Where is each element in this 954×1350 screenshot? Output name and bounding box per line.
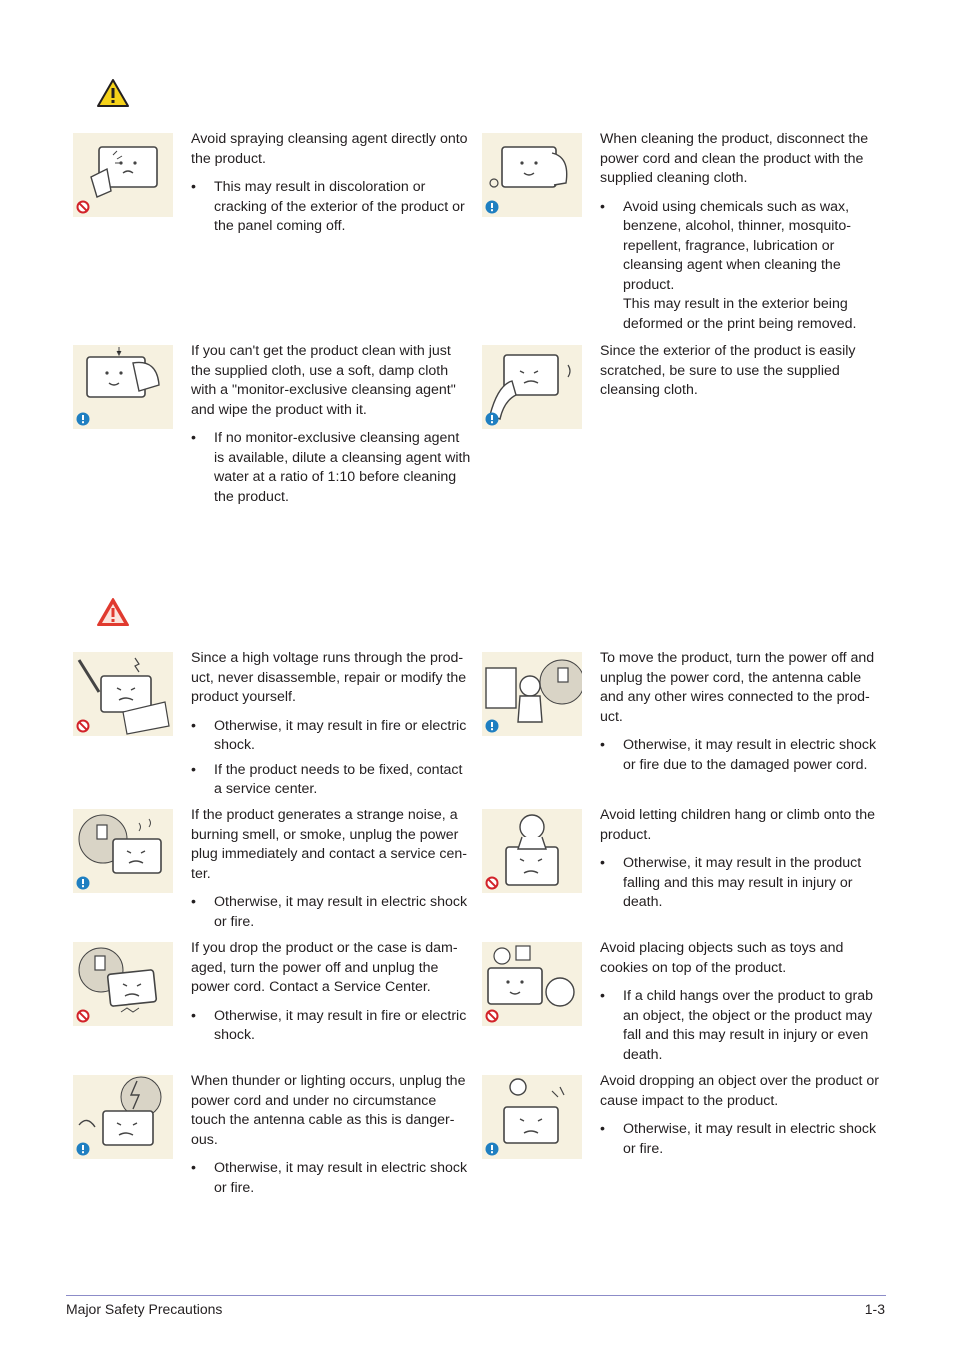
footer-rule bbox=[66, 1295, 886, 1296]
item-lead: If you can't get the product clean with just the supplied cloth, use a soft, damp cloth with a "monitor-exclusive cleansing agent" and wipe the product with it. bbox=[191, 343, 456, 418]
item-bullet: • Otherwise, it may result in the product falling and this may result in injury or death. bbox=[600, 854, 882, 913]
mandatory-icon bbox=[485, 1142, 499, 1156]
mandatory-icon bbox=[485, 412, 499, 426]
illustration bbox=[73, 345, 173, 429]
item-lead: When thunder or lighting occurs, unplug the power cord and under no circumstance touch the antenna cable as this is danger-ous. bbox=[191, 1073, 466, 1148]
mandatory-icon bbox=[76, 412, 90, 426]
item-lead: To move the product, turn the power off and unplug the power cord, the antenna cable and any other wires connected to the prod-uct. bbox=[600, 650, 875, 725]
item-lead: If the product generates a strange noise, a burning smell, or smoke, unplug the power plug immediately and contact a service cen-ter. bbox=[191, 807, 468, 882]
precaution-item bbox=[482, 345, 872, 495]
illustration bbox=[73, 942, 173, 1026]
illustration bbox=[73, 1075, 173, 1159]
prohibited-icon bbox=[485, 1009, 499, 1023]
illustration bbox=[482, 809, 582, 893]
item-bullet: • Otherwise, it may result in electric shock or fire. bbox=[191, 1159, 473, 1198]
warning-icon bbox=[96, 597, 130, 627]
illustration bbox=[482, 652, 582, 736]
illustration bbox=[482, 345, 582, 429]
item-bullet: • If the product needs to be fixed, contact a service center. bbox=[191, 761, 473, 800]
precaution-item bbox=[482, 650, 877, 802]
illustration bbox=[73, 809, 173, 893]
item-lead: When cleaning the product, disconnect the power cord and clean the product with the supplied cleaning cloth. bbox=[600, 131, 869, 186]
precaution-item bbox=[73, 343, 471, 505]
illustration bbox=[482, 133, 582, 217]
item-bullet: • If no monitor-exclusive cleansing agent is available, dilute a cleansing agent with water at a ratio of 1:10 before cleaning the product. bbox=[191, 429, 473, 507]
item-lead: Avoid placing objects such as toys and cookies on top of the product. bbox=[600, 940, 844, 976]
mandatory-icon bbox=[76, 876, 90, 890]
mandatory-icon bbox=[76, 1142, 90, 1156]
prohibited-icon bbox=[76, 200, 90, 214]
precaution-item bbox=[482, 131, 872, 332]
precaution-item bbox=[73, 1073, 468, 1225]
item-lead: Avoid letting children hang or climb onto the product. bbox=[600, 807, 875, 843]
mandatory-icon bbox=[485, 719, 499, 733]
illustration bbox=[482, 1075, 582, 1159]
illustration bbox=[73, 652, 173, 736]
item-bullet: • Otherwise, it may result in electric shock or fire. bbox=[600, 1120, 882, 1159]
precaution-item bbox=[482, 1073, 879, 1225]
item-lead: Since the exterior of the product is easily scratched, be sure to use the supplied cleansing cloth. bbox=[600, 343, 856, 398]
item-lead: Since a high voltage runs through the prod-uct, never disassemble, repair or modify the product yourself. bbox=[191, 650, 467, 705]
precaution-item bbox=[482, 807, 875, 959]
precaution-item bbox=[73, 650, 467, 802]
caution-icon bbox=[96, 78, 130, 108]
prohibited-icon bbox=[485, 876, 499, 890]
prohibited-icon bbox=[76, 719, 90, 733]
item-bullet: • If a child hangs over the product to grab an object, the object or the product may fall and this may result in injury or even death. bbox=[600, 987, 882, 1065]
footer-title: Major Safety Precautions bbox=[66, 1301, 223, 1317]
item-bullet: • Otherwise, it may result in electric shock or fire due to the damaged power cord. bbox=[600, 736, 882, 775]
prohibited-icon bbox=[76, 1009, 90, 1023]
item-bullet: • Otherwise, it may result in fire or electric shock. bbox=[191, 717, 473, 756]
item-note: This may result in the exterior being deformed or the print being removed. bbox=[623, 296, 857, 332]
precaution-item bbox=[73, 131, 468, 283]
item-bullet: • This may result in discoloration or cracking of the exterior of the product or the panel coming off. bbox=[191, 178, 473, 237]
illustration bbox=[482, 942, 582, 1026]
item-lead: Avoid spraying cleansing agent directly onto the product. bbox=[191, 131, 468, 167]
item-bullet: • Otherwise, it may result in fire or electric shock. bbox=[191, 1007, 473, 1046]
item-lead: If you drop the product or the case is dam-aged, turn the power off and unplug the power cord. Contact a Service Center. bbox=[191, 940, 458, 995]
item-bullet: • Avoid using chemicals such as wax, benzene, alcohol, thinner, mosquito-repellent, fragrance, lubrication or cleansing agent when cleaning the product. This may result in the exterior being deformed or the print being removed. bbox=[600, 198, 882, 335]
page-number: 1-3 bbox=[864, 1301, 885, 1317]
item-bullet: • Otherwise, it may result in electric shock or fire. bbox=[191, 893, 473, 932]
illustration bbox=[73, 133, 173, 217]
mandatory-icon bbox=[485, 200, 499, 214]
item-lead: Avoid dropping an object over the product or cause impact to the product. bbox=[600, 1073, 879, 1109]
precaution-item bbox=[73, 940, 467, 1092]
precaution-item bbox=[73, 807, 468, 959]
precaution-item bbox=[482, 942, 872, 1092]
